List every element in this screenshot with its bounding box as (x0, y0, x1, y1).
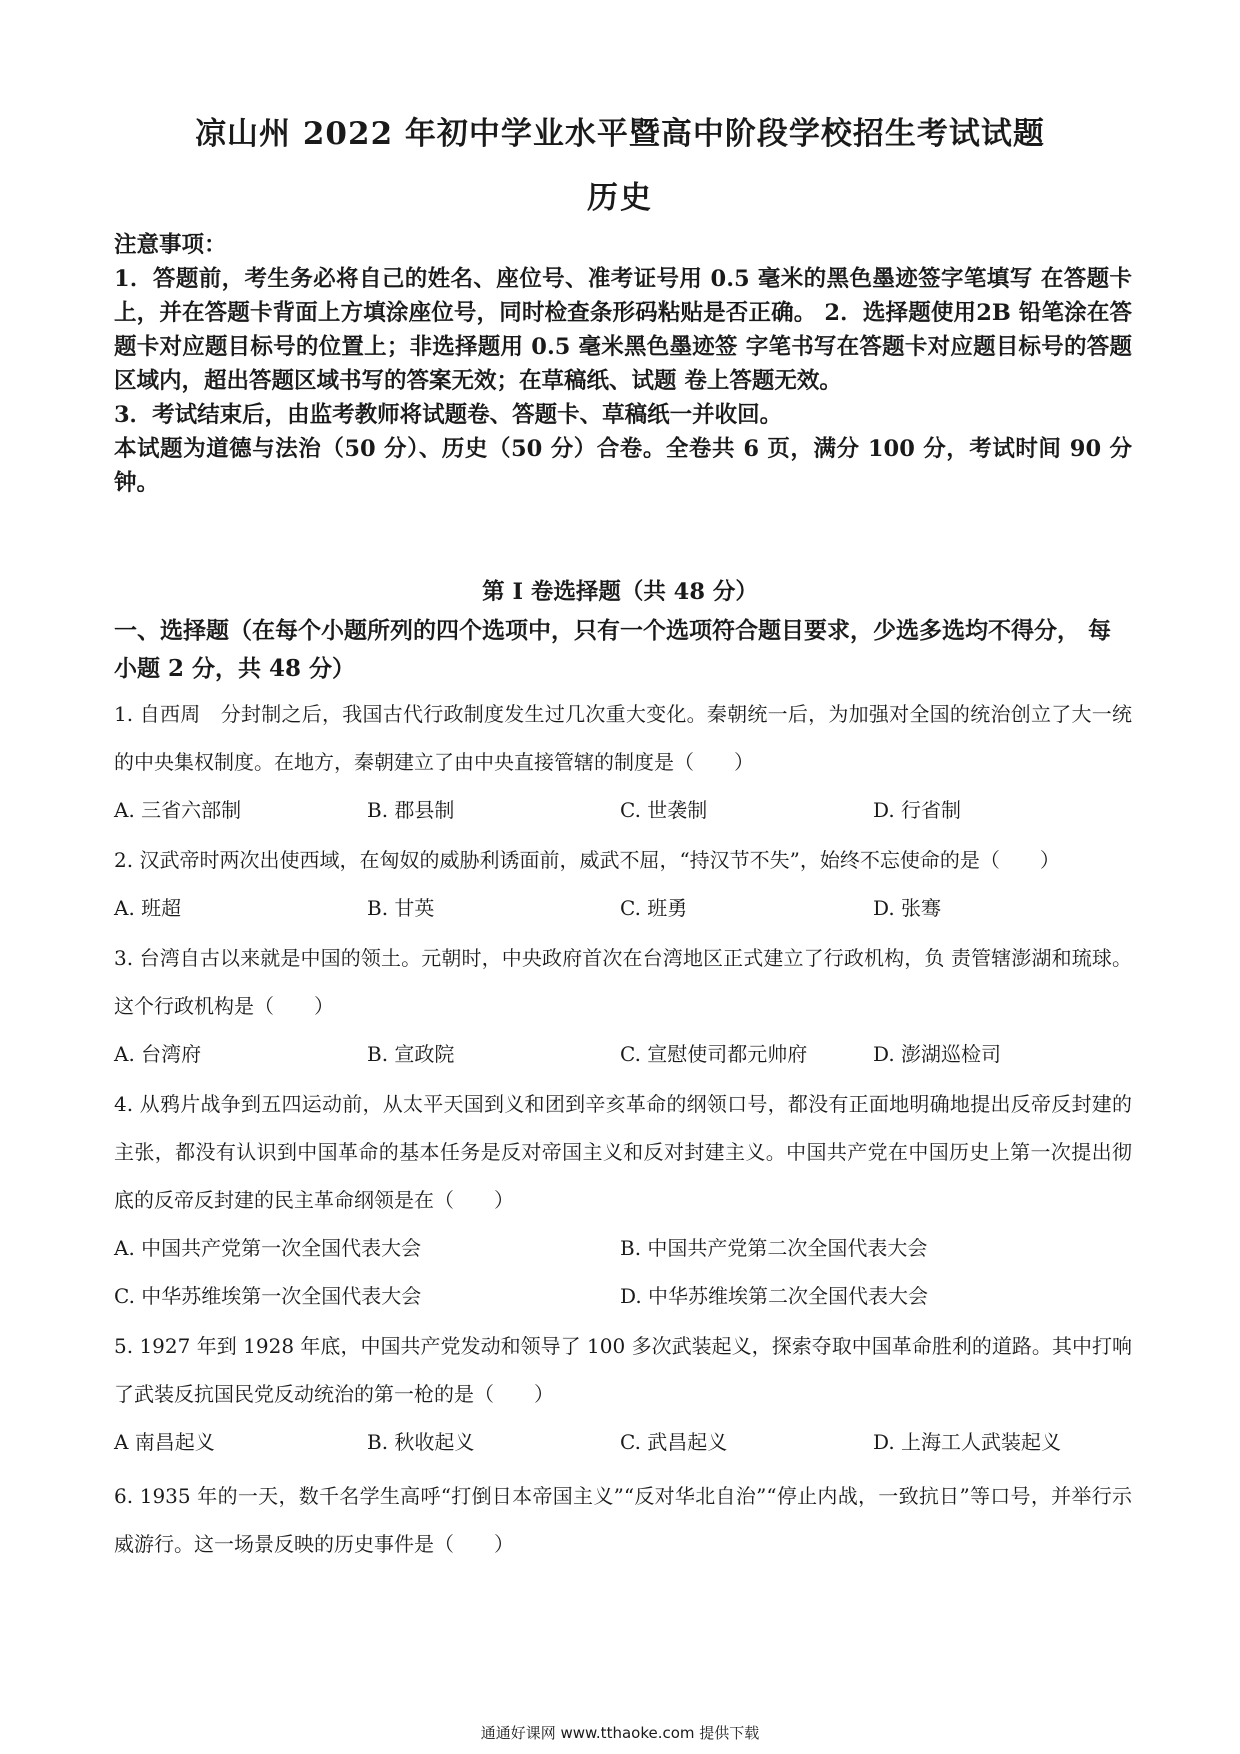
option-b: B. 中国共产党第二次全国代表大会 (620, 1236, 928, 1260)
option-d: D. 中华苏维埃第二次全国代表大会 (620, 1284, 929, 1308)
question-4 (114, 1080, 1132, 1320)
question-stem: 3. 台湾自古以来就是中国的领土。元朝时，中央政府首次在台湾地区正式建立了行政机构，负 责管辖澎湖和琉球。这个行政机构是（ ） (114, 946, 1132, 1018)
page-footer: 通通好课网 www.tthaoke.com 提供下载 (480, 1724, 760, 1742)
option-list (114, 786, 1132, 834)
option-b: B. 郡县制 (367, 798, 455, 822)
question-1 (114, 690, 1132, 834)
option-c: C. 世袭制 (620, 798, 708, 822)
option-list (114, 1224, 1132, 1320)
option-c: C. 中华苏维埃第一次全国代表大会 (114, 1284, 422, 1308)
notes-paragraph-3: 本试题为道德与法治（50 分）、历史（50 分）合卷。全卷共 6 页，满分 100 分，考试时间 90 分钟。 (114, 436, 1132, 496)
question-stem: 4. 从鸦片战争到五四运动前，从太平天国到义和团到辛亥革命的纲领口号，都没有正面地明确地提出反帝反封建的主张，都没有认识到中国革命的基本任务是反对帝国主义和反对封建主义。中国共产党在中国历史上第一次提出彻底的反帝反封建的民主革命纲领是在（ ） (114, 1092, 1132, 1212)
question-2 (114, 836, 1132, 932)
option-b: B. 秋收起义 (367, 1430, 475, 1454)
notes-body (114, 262, 1132, 500)
option-d: D. 行省制 (873, 798, 962, 822)
option-b: B. 甘英 (367, 896, 435, 920)
option-a: A 南昌起义 (114, 1430, 215, 1454)
option-b: B. 宣政院 (367, 1042, 455, 1066)
question-stem: 5. 1927 年到 1928 年底，中国共产党发动和领导了 100 多次武装起义，探索夺取中国革命胜利的道路。其中打响了武装反抗国民党反动统治的第一枪的是（ ） (114, 1334, 1132, 1406)
question-stem: 1. 自西周 分封制之后，我国古代行政制度发生过几次重大变化。秦朝统一后，为加强对全国的统治创立了大一统的中央集权制度。在地方，秦朝建立了由中央直接管辖的制度是（ ） (114, 702, 1132, 774)
question-stem: 6. 1935 年的一天，数千名学生高呼“打倒日本帝国主义”“反对华北自治”“停止内战，一致抗日”等口号，并举行示威游行。这一场景反映的历史事件是（ ） (114, 1484, 1132, 1556)
notes-paragraph-2: 3．考试结束后，由监考教师将试题卷、答题卡、草稿纸一并收回。 (114, 402, 783, 428)
option-d: D. 澎湖巡检司 (873, 1042, 1002, 1066)
option-list (114, 1418, 1132, 1466)
option-d: D. 上海工人武装起义 (873, 1430, 1062, 1454)
option-a: A. 班超 (114, 896, 182, 920)
section-heading: 第 I 卷选择题（共 48 分） (482, 579, 758, 605)
option-a: A. 台湾府 (114, 1042, 202, 1066)
question-5 (114, 1322, 1132, 1466)
option-c: C. 班勇 (620, 896, 688, 920)
option-a: A. 三省六部制 (114, 798, 242, 822)
option-c: C. 武昌起义 (620, 1430, 728, 1454)
choice-instructions: 一、选择题（在每个小题所列的四个选项中，只有一个选项符合题目要求，少选多选均不得分， 每小题 2 分，共 48 分） (114, 617, 1112, 682)
question-6 (114, 1472, 1132, 1568)
option-list (114, 884, 1132, 932)
question-stem: 2. 汉武帝时两次出使西域，在匈奴的威胁利诱面前，威武不屈，“持汉节不失”，始终不忘使命的是（ ） (114, 848, 1060, 872)
exam-title: 凉山州 2022 年初中学业水平暨高中阶段学校招生考试试题 (195, 116, 1045, 152)
option-list (114, 1030, 1132, 1078)
subject-title: 历史 (587, 180, 653, 216)
option-d: D. 张骞 (873, 896, 942, 920)
option-c: C. 宣慰使司都元帅府 (620, 1042, 808, 1066)
notes-heading: 注意事项： (114, 232, 227, 258)
option-a: A. 中国共产党第一次全国代表大会 (114, 1236, 422, 1260)
notes-paragraph-1: 1．答题前，考生务必将自己的姓名、座位号、准考证号用 0.5 毫米的黑色墨迹签字笔填写 在答题卡上，并在答题卡背面上方填涂座位号，同时检查条形码粘贴是否正确。 2．选择题使用2B 铅笔涂在答题卡对应题目标号的位置上；非选择题用 0.5 毫米黑色墨迹签 字笔书写在答题卡对应题目标号的答题区域内，超出答题区域书写的答案无效；在草稿纸、试题 卷上答题无效。 (114, 266, 1132, 394)
question-3 (114, 934, 1132, 1078)
